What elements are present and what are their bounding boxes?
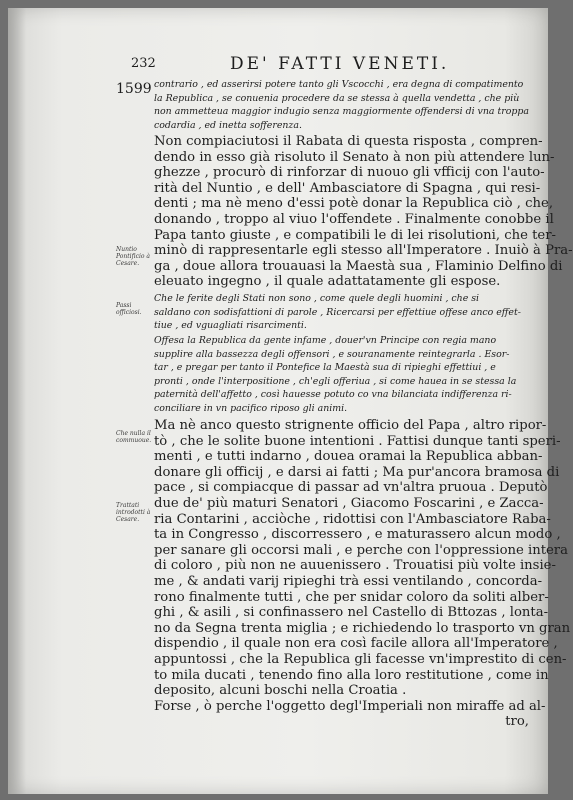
margin-note-passi: Passi officiosi. [116,302,142,316]
page-header [8,56,548,78]
text-line: donando , troppo al viuo l'offendete . Finalmente conobbe il [154,211,554,227]
text-line: di coloro , più non ne auuenissero . Trouatisi più volte insie- [154,558,556,574]
text-line: ga , doue allora trouauasi la Maestà sua , Flaminio Delfino di [154,258,563,274]
text-line: Non compiaciutosi il Rabata di questa risposta , compren- [154,134,543,149]
text-line: paternità dell'affetto , così hauesse potuto co vna bilanciata indifferenza ri- [154,389,512,401]
text-line: menti , e tutti indarno , douea oramai la Republica abban- [154,449,543,465]
margin-note-officio: Che nulla il commuoue. [116,430,152,444]
text-line: to mila ducati , tenendo fino alla loro restitutione , come in [154,667,549,683]
catchword: tro, [505,714,529,730]
text-line: dendo in esso già risoluto il Senato à non più attendere lun- [154,149,555,165]
text-line: me , & andati varij ripieghi trà essi ventilando , concorda- [154,573,543,589]
text-line: no da Segna trenta miglia ; e richiedendo lo trasporto vn gran [154,620,571,636]
text-line: Offesa la Republica da gente infame , douer'vn Principe con regia mano [154,335,497,346]
text-line: appuntossi , che la Republica gli facesse vn'imprestito di cen- [154,651,567,667]
text-line: minò di rappresentarle egli stesso all'Imperatore . Inuiò à Pra- [154,243,573,259]
book-page [8,8,573,794]
text-line: tiue , ed vguagliati risarcimenti. [154,320,307,332]
text-line: deposito, alcuni boschi nella Croatia . [154,683,407,699]
text-line: rità del Nuntio , e dell' Ambasciatore di Spagna , qui resi- [154,180,541,196]
text-line: ghi , & asili , si confinassero nel Castello di Bttozas , lonta- [154,605,549,621]
text-line: conciliare in vn pacifico riposo gli animi. [154,402,348,414]
intro-italic-block [154,78,529,132]
text-line: tar , e pregar per tanto il Pontefice la Maestà sua di ripieghi effettiui , e [154,362,496,374]
text-line: ta in Congresso , discorressero , e maturassero alcun modo , [154,527,561,543]
paragraph-1 [154,134,573,290]
text-line: contrario , ed asserirsi potere tanto gli Vscocchi , era degna di compatimento [154,79,524,90]
text-line: denti ; ma nè meno d'essi potè donar la Republica ciò , che, [154,196,554,212]
text-line: la Republica , se conuenia procedere da se stessa à quella vendetta , che più [154,92,520,104]
text-line: tò , che le solite buone intentioni . Fattisi dunque tanti speri- [154,433,561,449]
text-line: per sanare gli occorsi mali , e perche con l'oppressione intera [154,542,568,558]
text-line: ria Contarini , acciòche , ridottisi con l'Ambasciatore Raba- [154,511,551,527]
text-line: Ma nè anco questo strignente officio del Papa , altro ripor- [154,418,547,433]
text-line: Papa tanto giuste , e compatibili le di lei risolutioni, che ter- [154,227,556,243]
text-line: saldano con sodisfattioni di parole , Ricercarsi per effettiue offese anco effet- [154,306,521,318]
text-line: rono finalmente tutti , che per snidar coloro da soliti alber- [154,589,549,605]
italic-block-1 [154,292,529,333]
text-line: ghezze , procurò di rinforzar di nuouo gli vfficij con l'auto- [154,165,545,181]
text-line: supplire alla bassezza degli offensori , e souranamente reintegrarla . Esor- [154,348,510,360]
margin-note-trattati: Trattati introdotti à Cesare. [116,502,151,523]
text-line: donare gli officij , e darsi ai fatti ; Ma pur'ancora bramosa di [154,464,560,480]
italic-block-2 [154,334,529,416]
text-line: Che le ferite degli Stati non sono , come quele degli huomini , che si [154,293,480,304]
text-line: pace , si compiacque di passar ad vn'altra pruoua . Deputò [154,480,548,496]
paragraph-2 [154,418,571,730]
text-line: pronti , onde l'interpositione , ch'egli offeriua , si come hauea in se stessa la [154,375,517,387]
text-line: non ammetteua maggior indugio senza maggiormente offendersi di vna troppa [154,106,529,118]
page-gutter-shadow [8,8,26,794]
margin-year: 1599 [116,81,152,97]
page-number: 232 [131,56,156,71]
running-title: DE' FATTI VENETI. [230,54,450,74]
text-line: due de' più maturi Senatori , Giacomo Foscarini , e Zacca- [154,495,544,511]
text-line: dispendio , il quale non era così facile allora all'Imperatore , [154,636,558,652]
text-line: Forse , ò perche l'oggetto degl'Imperiali non miraffe ad al- [154,698,546,714]
text-line: eleuato ingegno , il quale adattatamente gli espose. [154,274,501,290]
text-line: codardia , ed inetta sofferenza. [154,119,302,131]
margin-note-nuntio: Nuntio Pontificio à Cesare. [116,246,150,267]
